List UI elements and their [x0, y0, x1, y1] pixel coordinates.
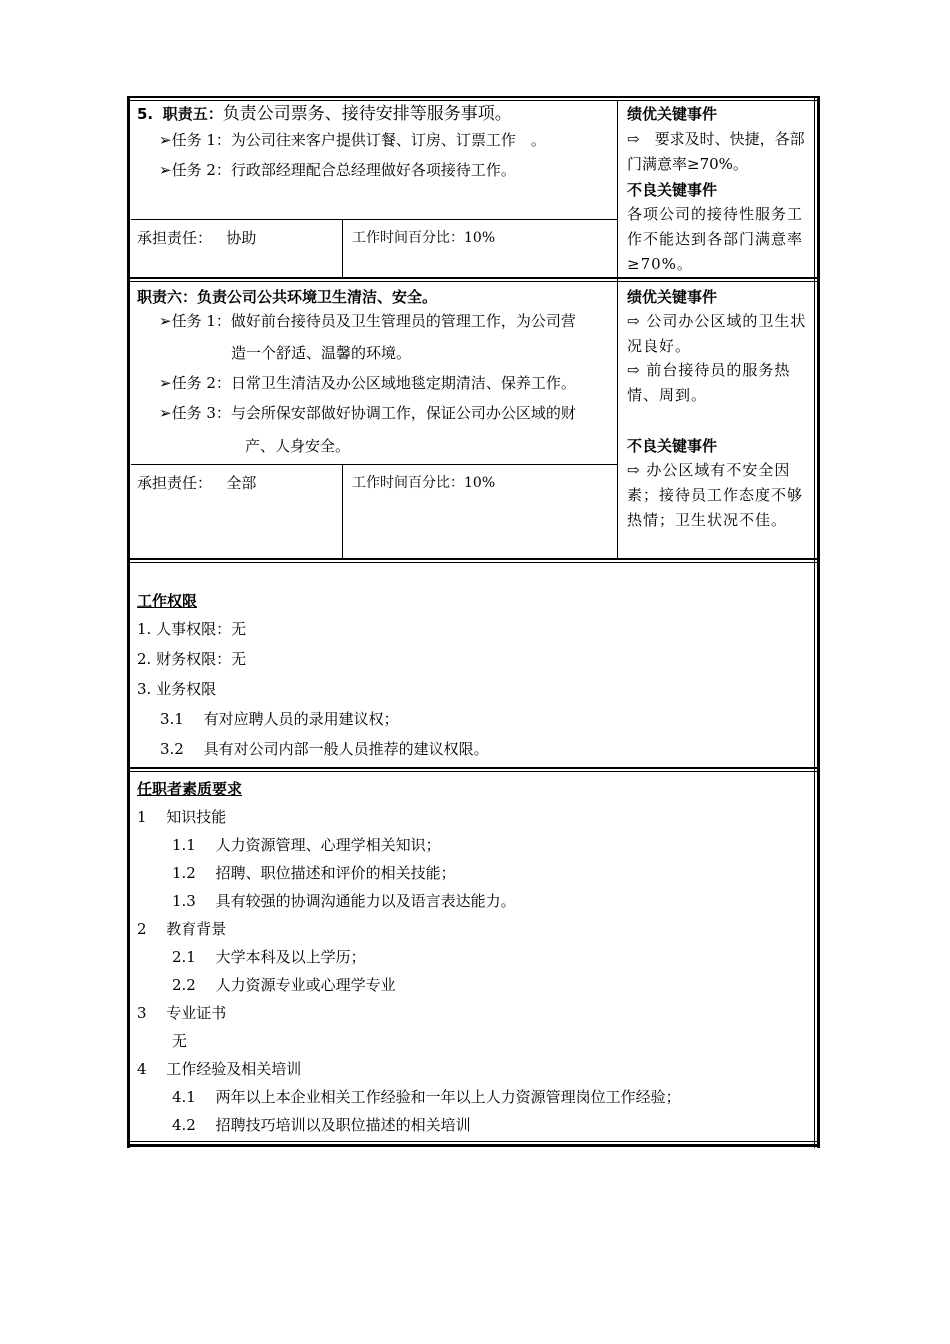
duty5-bad-title: 不良关键事件 — [627, 181, 718, 199]
duty5-time-percent: 工作时间百分比：10% — [352, 230, 496, 246]
quality-line-11: 4.1 两年以上本企业相关工作经验和一年以上人力资源管理岗位工作经验； — [172, 1088, 681, 1106]
duty6-responsibility: 承担责任： 全部 — [137, 474, 257, 492]
top-border — [127, 96, 820, 98]
quality-line-2: 1.1 人力资源管理、心理学相关知识； — [172, 836, 441, 854]
duty5-good-item: ⇨ 要求及时、快捷，各部门满意率≥70%。 — [627, 130, 805, 173]
bottom-border-inner — [127, 1141, 820, 1142]
quality-line-12: 4.2 招聘技巧培训以及职位描述的相关培训 — [172, 1116, 471, 1134]
duty6-bad-item: ⇨ 办公区域有不安全因素；接待员工作态度不够热情；卫生状况不佳。 — [627, 461, 804, 529]
quality-line-6: 2.1 大学本科及以上学历； — [172, 948, 366, 966]
quality-line-7: 2.2 人力资源专业或心理学专业 — [172, 976, 396, 994]
authority-title: 工作权限 — [137, 592, 198, 610]
duty6-bad-title: 不良关键事件 — [627, 437, 718, 455]
quality-line-9: 无 — [172, 1032, 188, 1050]
quality-title: 任职者素质要求 — [137, 780, 243, 798]
quality-line-5: 2 教育背景 — [137, 920, 227, 938]
authority-line-3: 3. 业务权限 — [137, 680, 217, 698]
quality-line-3: 1.2 招聘、职位描述和评价的相关技能； — [172, 864, 456, 882]
duty6-time-percent: 工作时间百分比：10% — [352, 475, 496, 491]
duty6-task-3-cont: 产、人身安全。 — [245, 437, 351, 455]
duty6-title: 职责六：负责公司公共环境卫生清洁、安全。 — [137, 288, 438, 306]
top-border-inner — [127, 100, 820, 101]
section-separator-2 — [127, 767, 820, 769]
job-description-page — [127, 96, 820, 1148]
authority-line-4: 3.1 有对应聘人员的录用建议权； — [160, 710, 399, 728]
duty5-task-2: ➢任务 2：行政部经理配合总经理做好各项接待工作。 — [159, 161, 516, 179]
frame-right-border — [817, 96, 820, 1148]
column-divider — [617, 100, 618, 560]
authority-line-5: 3.2 具有对公司内部一般人员推荐的建议权限。 — [160, 740, 489, 758]
section-separator-2-inner — [127, 771, 820, 772]
duty5-resp-divider — [342, 219, 343, 278]
frame-left-border — [127, 96, 130, 1148]
duty6-task-1-cont: 造一个舒适、温馨的环境。 — [231, 344, 412, 362]
duty6-divider — [131, 464, 617, 465]
duty6-task-3: ➢任务 3：与会所保安部做好协调工作，保证公司办公区域的财 — [159, 404, 576, 422]
duty-separator-inner — [127, 281, 820, 282]
duty6-task-1: ➢任务 1：做好前台接待员及卫生管理员的管理工作，为公司营 — [159, 312, 576, 330]
duty5-title: 5. 职责五：负责公司票务、接待安排等服务事项。 — [137, 104, 512, 124]
section-separator-1 — [127, 558, 820, 560]
authority-line-2: 2. 财务权限：无 — [137, 650, 247, 668]
duty6-task-2: ➢任务 2：日常卫生清洁及办公区域地毯定期清洁、保养工作。 — [159, 374, 576, 392]
duty5-good-title: 绩优关键事件 — [627, 105, 718, 123]
duty6-good-title: 绩优关键事件 — [627, 288, 718, 306]
section-separator-1-inner — [127, 562, 820, 563]
duty6-good-item-1: ⇨ 公司办公区域的卫生状况良好。 — [627, 312, 807, 355]
duty5-divider — [131, 219, 617, 220]
quality-line-4: 1.3 具有较强的协调沟通能力以及语言表达能力。 — [172, 892, 516, 910]
duty5-bad-text: 各项公司的接待性服务工作不能达到各部门满意率≥70%。 — [627, 205, 804, 273]
duty6-resp-divider — [342, 464, 343, 558]
quality-line-8: 3 专业证书 — [137, 1004, 227, 1022]
bottom-border — [127, 1144, 820, 1147]
quality-line-10: 4 工作经验及相关培训 — [137, 1060, 302, 1078]
authority-line-1: 1. 人事权限：无 — [137, 620, 247, 638]
duty6-good-item-2: ⇨ 前台接待员的服务热情、周到。 — [627, 361, 791, 404]
duty5-responsibility: 承担责任： 协助 — [137, 229, 257, 247]
duty5-task-1: ➢任务 1：为公司往来客户提供订餐、订房、订票工作 。 — [159, 131, 546, 149]
frame-right-inner-border — [814, 96, 815, 1148]
duty-separator — [127, 277, 820, 279]
quality-line-1: 1 知识技能 — [137, 808, 227, 826]
